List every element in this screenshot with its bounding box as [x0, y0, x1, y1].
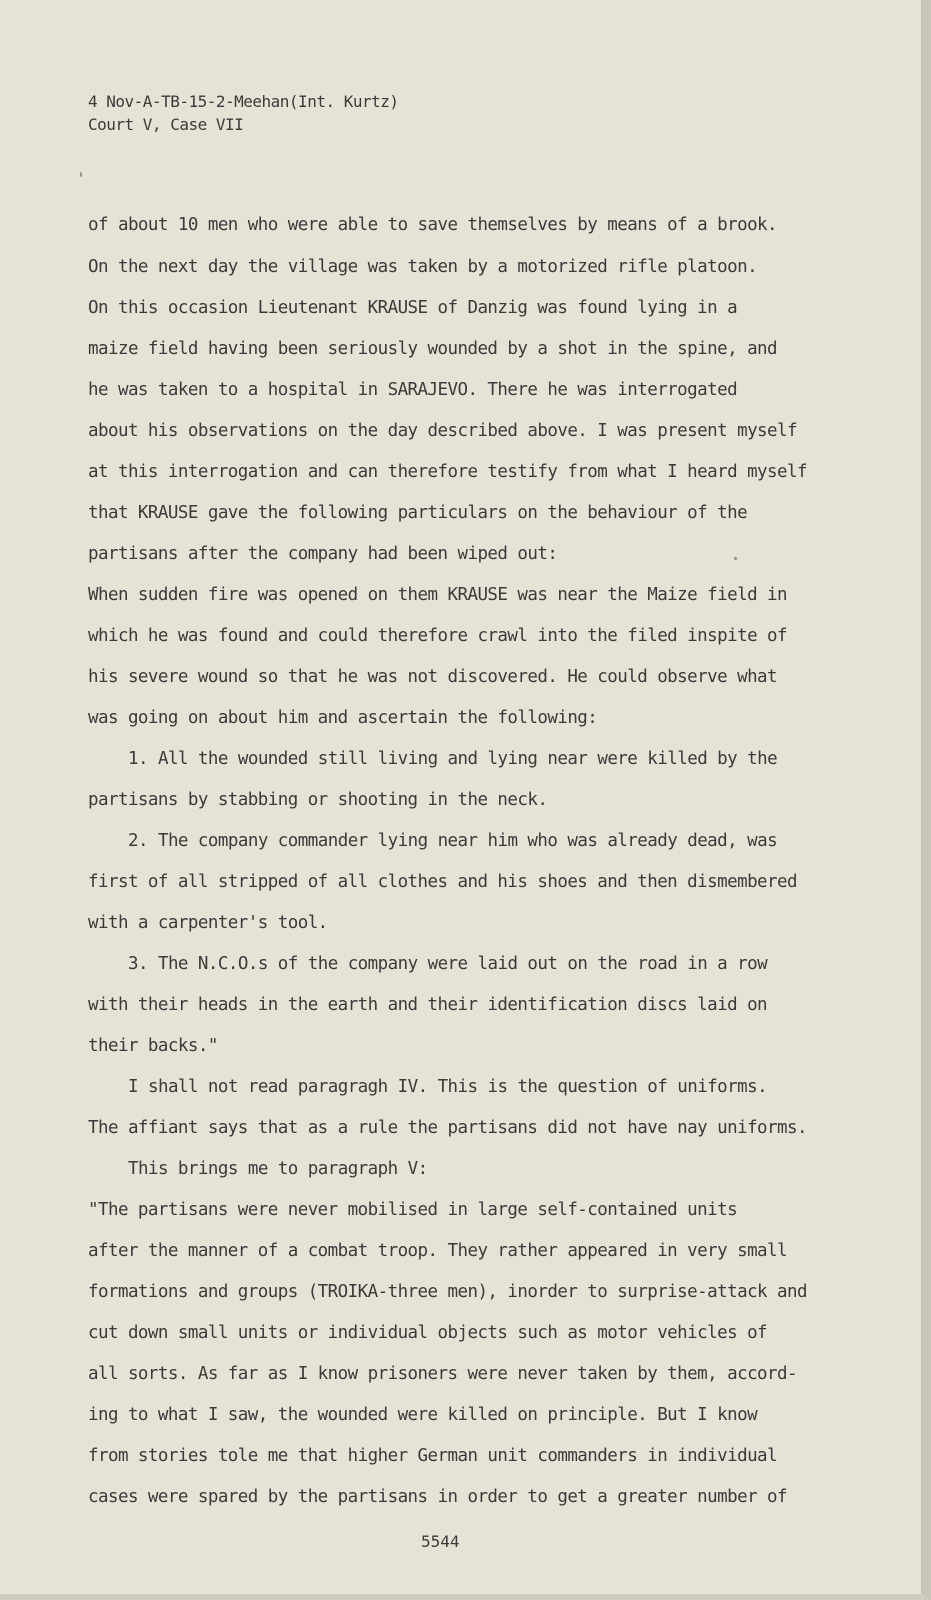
- text-line: ing to what I saw, the wounded were killed on principle. But I know: [88, 1405, 758, 1425]
- text-line: after the manner of a combat troop. They rather appeared in very small: [88, 1241, 788, 1261]
- text-line: partisans after the company had been wiped out:: [88, 544, 558, 564]
- text-line: their backs.": [88, 1036, 218, 1056]
- court-case-line: Court V, Case VII: [88, 115, 244, 134]
- text-line: which he was found and could therefore crawl into the filed inspite of: [88, 626, 788, 646]
- text-line: cut down small units or individual objects such as motor vehicles of: [88, 1323, 768, 1343]
- text-line: The affiant says that as a rule the partisans did not have nay uniforms.: [88, 1118, 807, 1138]
- paragraph-start: This brings me to paragraph V:: [128, 1159, 428, 1179]
- list-item-1: 1. All the wounded still living and lying near were killed by the: [128, 749, 778, 769]
- text-line: from stories tole me that higher German unit commanders in individual: [88, 1446, 778, 1466]
- text-line: that KRAUSE gave the following particulars on the behaviour of the: [88, 503, 748, 523]
- text-line: When sudden fire was opened on them KRAUSE was near the Maize field in: [88, 585, 788, 605]
- text-line: of about 10 men who were able to save themselves by means of a brook.: [88, 215, 778, 235]
- text-line: cases were spared by the partisans in order to get a greater number of: [88, 1487, 788, 1507]
- text-line: at this interrogation and can therefore testify from what I heard myself: [88, 462, 807, 482]
- list-item-3: 3. The N.C.O.s of the company were laid out on the road in a row: [128, 954, 768, 974]
- text-line: his severe wound so that he was not discovered. He could observe what: [88, 667, 778, 687]
- ink-mark: [80, 172, 82, 177]
- text-line: partisans by stabbing or shooting in the neck.: [88, 790, 548, 810]
- text-line: maize field having been seriously wounded by a shot in the spine, and: [88, 339, 778, 359]
- paragraph-start: I shall not read paragragh IV. This is the question of uniforms.: [128, 1077, 768, 1097]
- text-line: first of all stripped of all clothes and his shoes and then dismembered: [88, 872, 797, 892]
- text-line: formations and groups (TROIKA-three men), inorder to surprise-attack and: [88, 1282, 807, 1302]
- text-line: he was taken to a hospital in SARAJEVO. There he was interrogated: [88, 380, 738, 400]
- text-line: all sorts. As far as I know prisoners were never taken by them, accord-: [88, 1364, 797, 1384]
- text-line: with their heads in the earth and their identification discs laid on: [88, 995, 768, 1015]
- text-line: was going on about him and ascertain the following:: [88, 708, 598, 728]
- list-item-2: 2. The company commander lying near him who was already dead, was: [128, 831, 778, 851]
- page-number: 5544: [421, 1532, 460, 1551]
- quote-start: "The partisans were never mobilised in large self-contained units: [88, 1200, 738, 1220]
- text-line: about his observations on the day described above. I was present myself: [88, 421, 797, 441]
- text-line: On this occasion Lieutenant KRAUSE of Danzig was found lying in a: [88, 298, 738, 318]
- ink-speck: [734, 557, 737, 560]
- text-line: with a carpenter's tool.: [88, 913, 328, 933]
- text-line: On the next day the village was taken by a motorized rifle platoon.: [88, 257, 758, 277]
- case-reference: 4 Nov-A-TB-15-2-Meehan(Int. Kurtz): [88, 92, 399, 111]
